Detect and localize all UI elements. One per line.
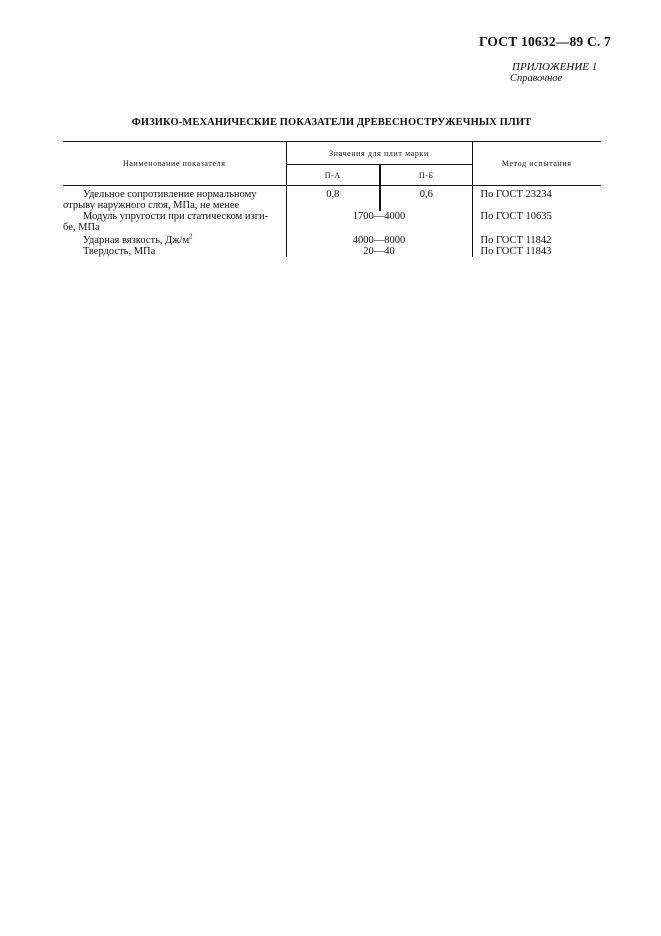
row-name: Ударная вязкость, Дж/м (83, 235, 190, 246)
superscript: 2 (189, 232, 193, 241)
appendix-label: ПРИЛОЖЕНИЕ 1 (512, 61, 598, 73)
row-name: Модуль упругости при статическом изги- (83, 211, 269, 222)
document-title: ФИЗИКО-МЕХАНИЧЕСКИЕ ПОКАЗАТЕЛИ ДРЕВЕСНОСТРУЖЕЧНЫХ ПЛИТ (131, 117, 532, 128)
appendix-type: Справочное (510, 73, 563, 84)
row-name: Удельное сопротивление нормальному (83, 189, 257, 200)
test-method: По ГОСТ 11842 (480, 235, 552, 246)
value-pb: 0,6 (380, 186, 472, 212)
appendix-block (512, 61, 597, 85)
test-method: По ГОСТ 11843 (480, 246, 552, 257)
value-pa: 0,8 (286, 186, 380, 212)
column-header-method: Метод испытания (472, 142, 601, 186)
value-range: 20—40 (286, 246, 472, 257)
table-row (63, 186, 601, 212)
row-name: Твердость, МПа (83, 246, 156, 257)
table-row (63, 211, 601, 233)
test-method: По ГОСТ 23234 (480, 189, 552, 200)
value-range: 1700—4000 (286, 211, 472, 233)
value-range: 4000—8000 (286, 233, 472, 246)
table-row (63, 246, 601, 257)
table-row (63, 233, 601, 246)
row-name-cell (63, 186, 286, 212)
row-name-cell (63, 246, 286, 257)
properties-table (63, 141, 601, 257)
column-header-pa: П-А (286, 165, 380, 186)
column-header-values: Значения для плит марки (286, 142, 472, 165)
row-name-cell (63, 233, 286, 246)
row-name-cell (63, 211, 286, 233)
row-name-cont: отрыву наружного слоя, МПа, не менее (63, 200, 240, 211)
column-header-name: Наименование показателя (63, 142, 286, 186)
row-name-cont: бе, МПа (63, 222, 100, 233)
column-header-pb: П-Б (380, 165, 472, 186)
test-method: По ГОСТ 10635 (480, 211, 552, 222)
standard-reference: ГОСТ 10632—89 С. 7 (478, 34, 611, 49)
